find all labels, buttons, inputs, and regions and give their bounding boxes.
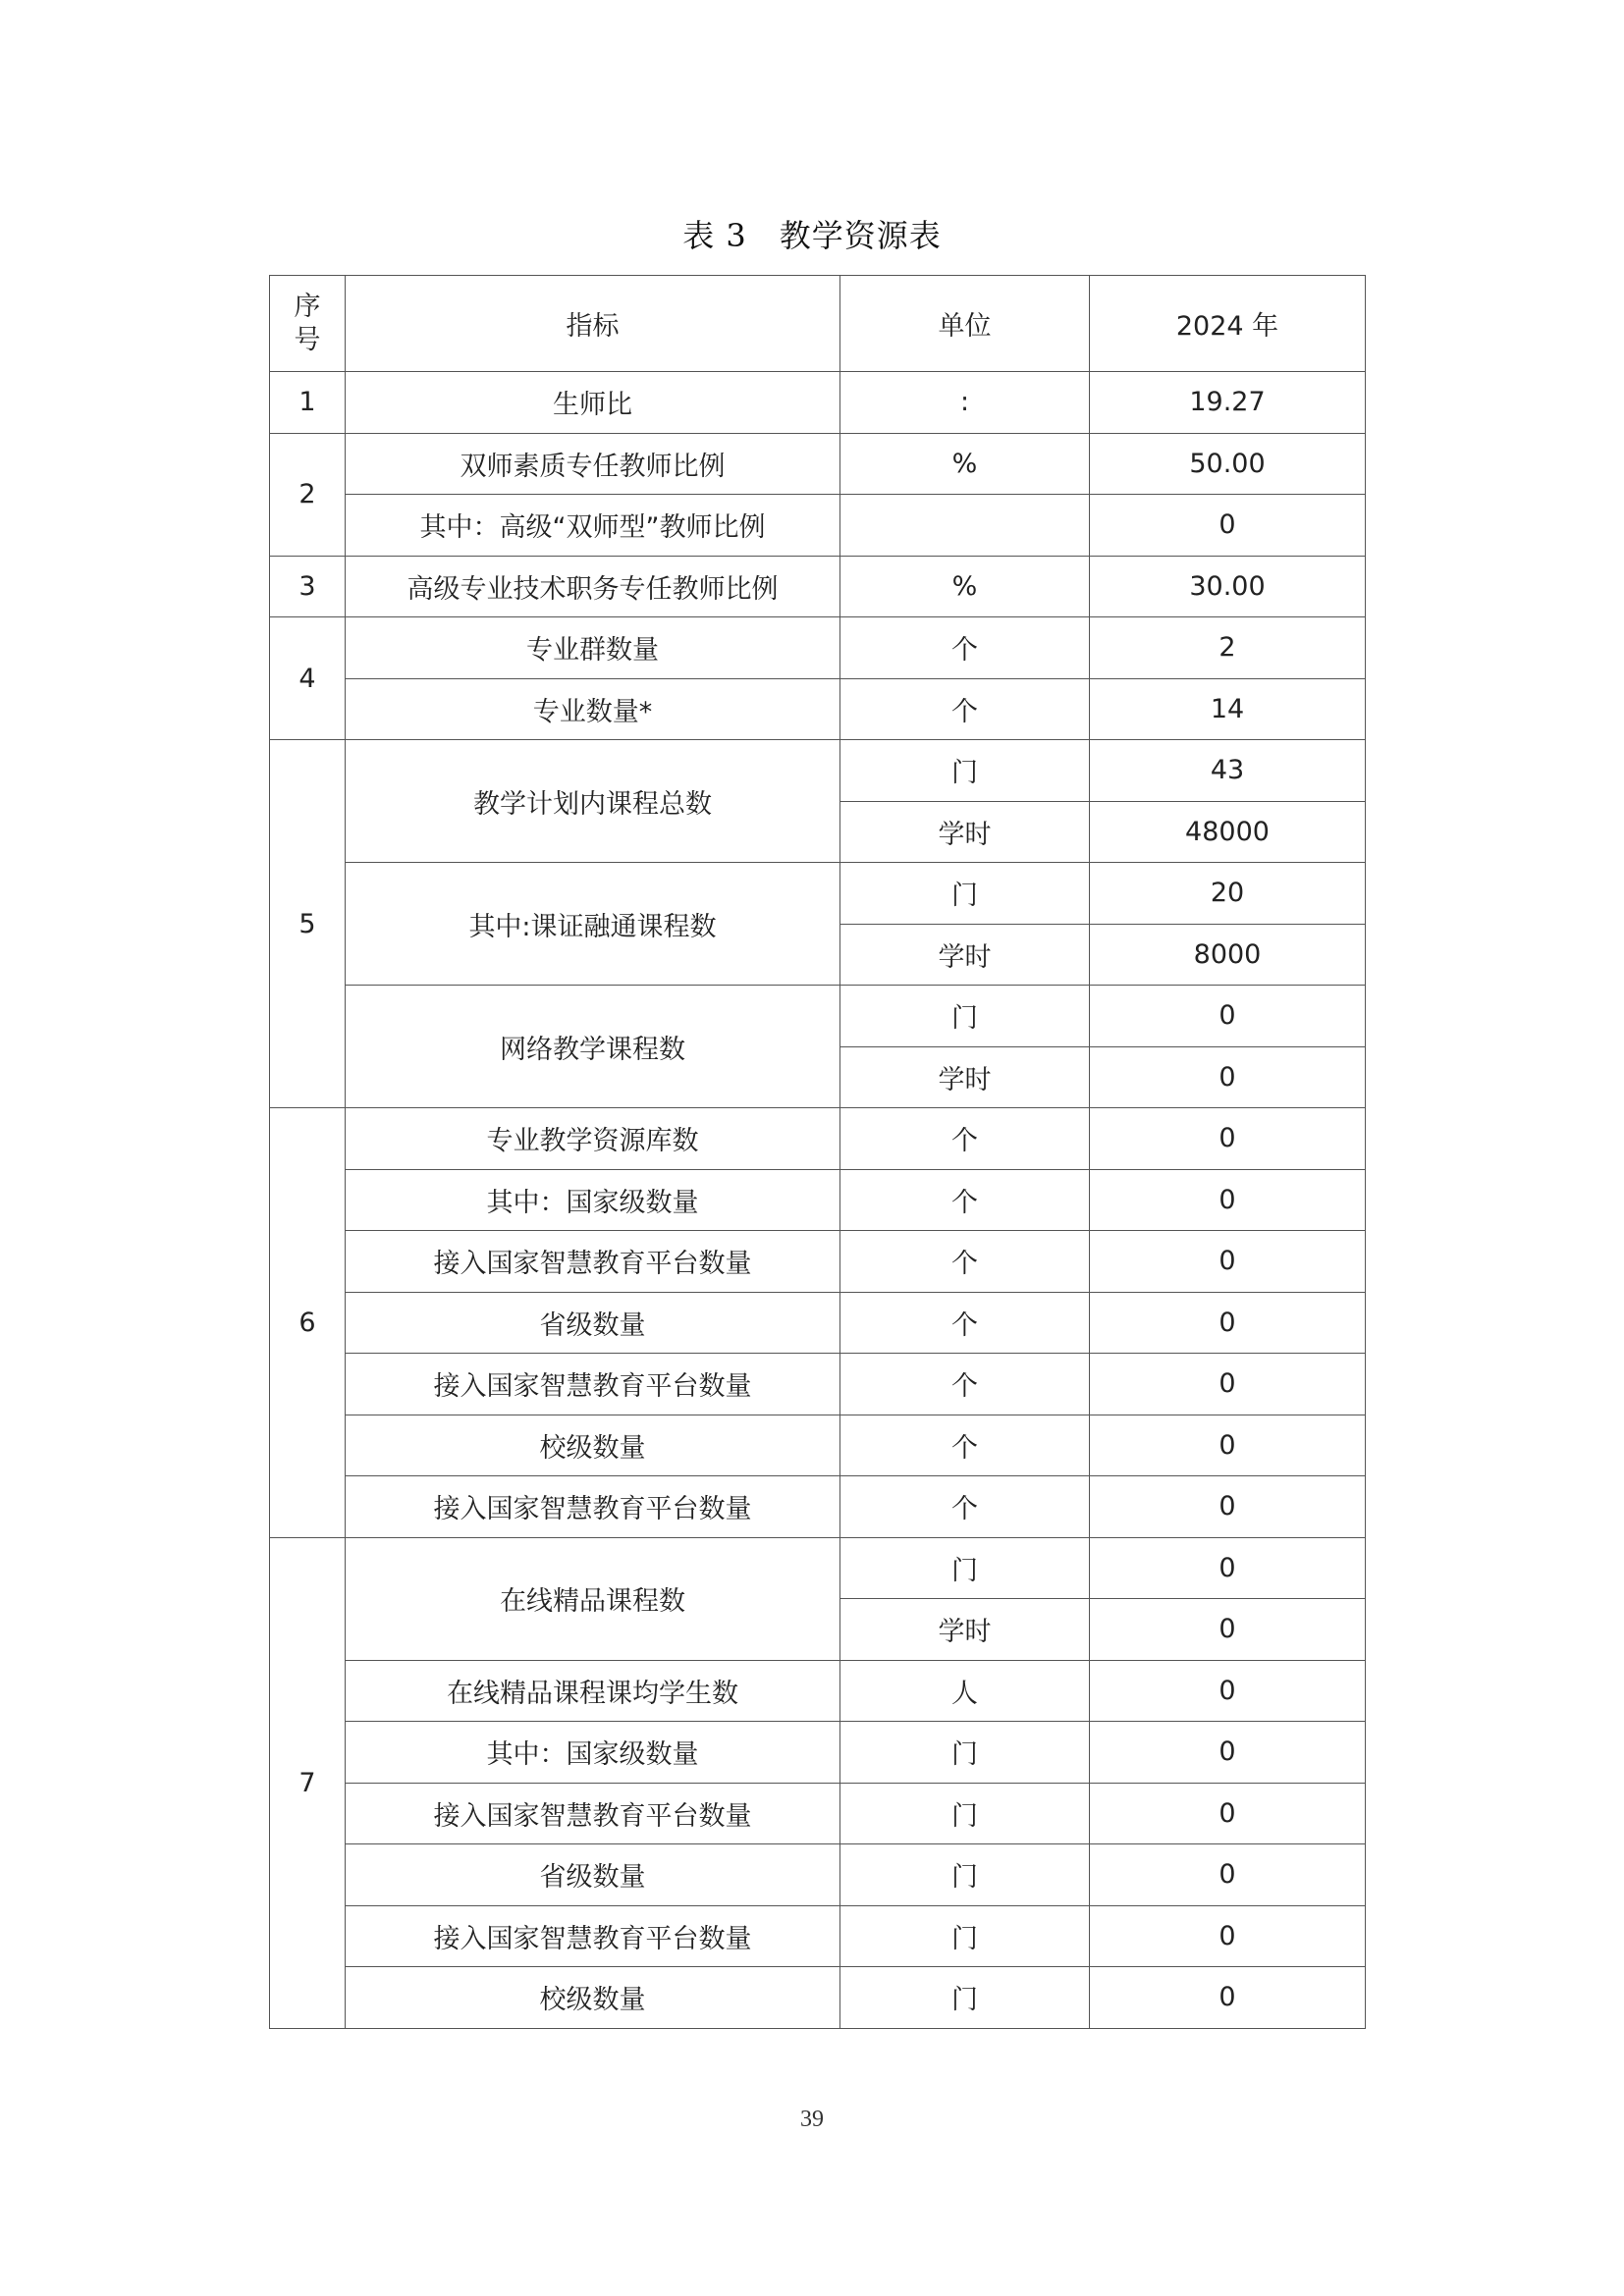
row-indicator: 校级数量 xyxy=(346,1415,840,1476)
row-index: 4 xyxy=(270,617,346,740)
row-value: 43 xyxy=(1090,740,1366,802)
row-unit: 人 xyxy=(840,1660,1090,1722)
table-header-row xyxy=(270,276,1366,372)
table-row xyxy=(270,1108,1366,1170)
row-value: 0 xyxy=(1090,1537,1366,1599)
row-indicator: 接入国家智慧教育平台数量 xyxy=(346,1354,840,1415)
row-unit: 门 xyxy=(840,1905,1090,1967)
row-value: 0 xyxy=(1090,1783,1366,1844)
row-value: 20 xyxy=(1090,863,1366,925)
row-indicator: 接入国家智慧教育平台数量 xyxy=(346,1783,840,1844)
row-value: 0 xyxy=(1090,1046,1366,1108)
table-row xyxy=(270,1722,1366,1784)
table-row xyxy=(270,740,1366,802)
row-indicator: 在线精品课程数 xyxy=(346,1537,840,1660)
row-value: 0 xyxy=(1090,986,1366,1047)
table-row xyxy=(270,1292,1366,1354)
row-unit: % xyxy=(840,433,1090,495)
row-indicator: 省级数量 xyxy=(346,1292,840,1354)
row-unit: 个 xyxy=(840,1354,1090,1415)
row-unit: 学时 xyxy=(840,1599,1090,1661)
row-indicator: 其中：国家级数量 xyxy=(346,1722,840,1784)
row-unit: 学时 xyxy=(840,924,1090,986)
row-value: 0 xyxy=(1090,1599,1366,1661)
teaching-resources-table xyxy=(269,275,1366,2029)
header-year: 2024 年 xyxy=(1090,276,1366,372)
row-value: 0 xyxy=(1090,1169,1366,1231)
row-indicator: 其中：高级“双师型”教师比例 xyxy=(346,495,840,557)
row-unit: 学时 xyxy=(840,801,1090,863)
row-index: 2 xyxy=(270,433,346,556)
row-indicator: 高级专业技术职务专任教师比例 xyxy=(346,556,840,617)
row-value: 0 xyxy=(1090,1354,1366,1415)
row-index: 7 xyxy=(270,1537,346,2028)
row-indicator: 专业群数量 xyxy=(346,617,840,679)
row-value: 14 xyxy=(1090,678,1366,740)
table-row xyxy=(270,1537,1366,1599)
row-unit: 学时 xyxy=(840,1046,1090,1108)
table-row xyxy=(270,1231,1366,1293)
row-index: 1 xyxy=(270,372,346,434)
row-unit: 门 xyxy=(840,1844,1090,1906)
row-unit: 个 xyxy=(840,1108,1090,1170)
row-value: 0 xyxy=(1090,495,1366,557)
row-indicator: 双师素质专任教师比例 xyxy=(346,433,840,495)
table-row xyxy=(270,1783,1366,1844)
row-value: 19.27 xyxy=(1090,372,1366,434)
row-indicator: 接入国家智慧教育平台数量 xyxy=(346,1476,840,1538)
table-row xyxy=(270,1415,1366,1476)
row-unit: 门 xyxy=(840,1537,1090,1599)
row-unit: 个 xyxy=(840,1231,1090,1293)
row-value: 8000 xyxy=(1090,924,1366,986)
header-index: 序 号 xyxy=(270,276,346,372)
row-value: 0 xyxy=(1090,1476,1366,1538)
table-row xyxy=(270,1967,1366,2029)
row-index: 6 xyxy=(270,1108,346,1538)
row-unit: 个 xyxy=(840,1169,1090,1231)
row-unit: : xyxy=(840,372,1090,434)
row-unit: 个 xyxy=(840,1476,1090,1538)
row-value: 2 xyxy=(1090,617,1366,679)
row-unit xyxy=(840,495,1090,557)
row-indicator: 生师比 xyxy=(346,372,840,434)
row-unit: 门 xyxy=(840,863,1090,925)
row-unit: 门 xyxy=(840,986,1090,1047)
table-row xyxy=(270,986,1366,1047)
row-value: 0 xyxy=(1090,1415,1366,1476)
row-index: 5 xyxy=(270,740,346,1108)
table-row xyxy=(270,1476,1366,1538)
table-row xyxy=(270,678,1366,740)
table-row xyxy=(270,1354,1366,1415)
row-value: 0 xyxy=(1090,1905,1366,1967)
header-indicator: 指标 xyxy=(346,276,840,372)
table-row xyxy=(270,617,1366,679)
row-value: 30.00 xyxy=(1090,556,1366,617)
row-indicator: 其中:课证融通课程数 xyxy=(346,863,840,986)
row-unit: 门 xyxy=(840,1722,1090,1784)
row-value: 0 xyxy=(1090,1108,1366,1170)
row-unit: 门 xyxy=(840,1967,1090,2029)
row-indicator: 省级数量 xyxy=(346,1844,840,1906)
row-value: 0 xyxy=(1090,1722,1366,1784)
row-index: 3 xyxy=(270,556,346,617)
table-row xyxy=(270,433,1366,495)
row-indicator: 校级数量 xyxy=(346,1967,840,2029)
table-row xyxy=(270,556,1366,617)
row-value: 0 xyxy=(1090,1967,1366,2029)
row-indicator: 专业数量* xyxy=(346,678,840,740)
row-indicator: 接入国家智慧教育平台数量 xyxy=(346,1231,840,1293)
row-value: 0 xyxy=(1090,1231,1366,1293)
row-unit: 个 xyxy=(840,617,1090,679)
row-unit: 门 xyxy=(840,740,1090,802)
header-unit: 单位 xyxy=(840,276,1090,372)
table-row xyxy=(270,1660,1366,1722)
table-row xyxy=(270,1905,1366,1967)
row-indicator: 其中：国家级数量 xyxy=(346,1169,840,1231)
row-value: 48000 xyxy=(1090,801,1366,863)
row-indicator: 专业教学资源库数 xyxy=(346,1108,840,1170)
table-row xyxy=(270,863,1366,925)
row-indicator: 接入国家智慧教育平台数量 xyxy=(346,1905,840,1967)
row-unit: 个 xyxy=(840,1292,1090,1354)
table-row xyxy=(270,1844,1366,1906)
table-row xyxy=(270,372,1366,434)
row-unit: % xyxy=(840,556,1090,617)
row-indicator: 网络教学课程数 xyxy=(346,986,840,1108)
row-value: 0 xyxy=(1090,1292,1366,1354)
row-value: 0 xyxy=(1090,1844,1366,1906)
table-row xyxy=(270,495,1366,557)
row-unit: 个 xyxy=(840,1415,1090,1476)
row-indicator: 在线精品课程课均学生数 xyxy=(346,1660,840,1722)
page-title: 表 3 教学资源表 xyxy=(682,217,942,254)
page-number: 39 xyxy=(800,2107,824,2132)
row-indicator: 教学计划内课程总数 xyxy=(346,740,840,863)
row-value: 0 xyxy=(1090,1660,1366,1722)
table-row xyxy=(270,1169,1366,1231)
row-value: 50.00 xyxy=(1090,433,1366,495)
row-unit: 个 xyxy=(840,678,1090,740)
row-unit: 门 xyxy=(840,1783,1090,1844)
